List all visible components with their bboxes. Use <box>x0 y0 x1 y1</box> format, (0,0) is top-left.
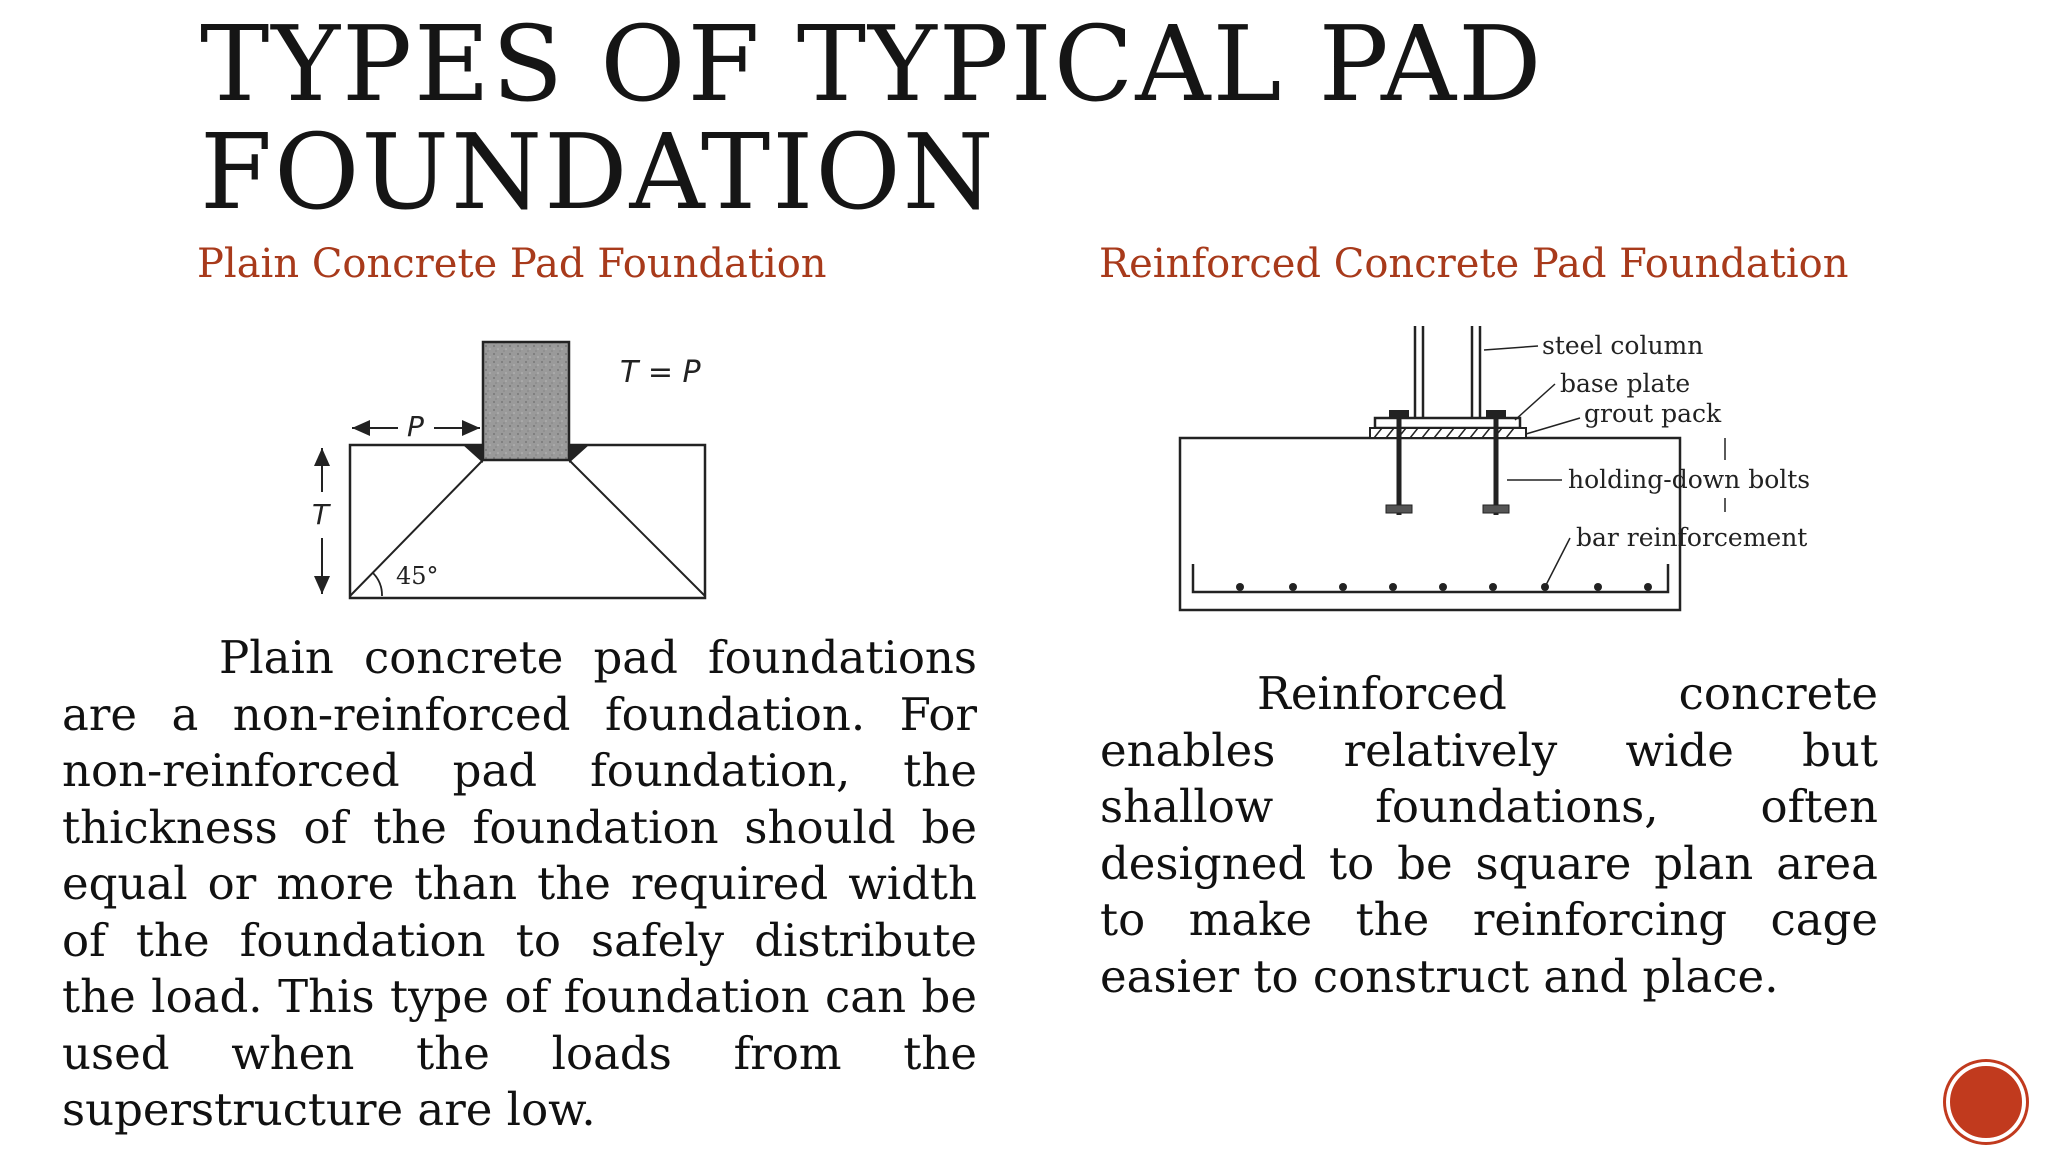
plain-pad-diagram <box>300 320 730 610</box>
reinforced-pad-heading: Reinforced Concrete Pad Foundation <box>1099 241 1849 287</box>
label-bar-reinforcement: bar reinforcement <box>1576 523 1808 552</box>
page-title <box>200 3 1900 233</box>
label-grout-pack: grout pack <box>1584 399 1722 428</box>
reinforced-pad-svg <box>1160 310 1830 630</box>
bolt-right-washer <box>1483 505 1509 513</box>
label-p: P <box>407 410 424 443</box>
circle-button-icon[interactable] <box>1946 1062 2026 1142</box>
title-line-2: FOUNDATION <box>200 111 996 233</box>
column-shape <box>483 342 569 460</box>
label-steel-column: steel column <box>1542 331 1704 360</box>
plain-pad-svg <box>300 320 730 610</box>
label-t-equals-p: T = P <box>620 355 701 390</box>
title-line-1: TYPES OF TYPICAL PAD <box>200 3 1544 125</box>
label-base-plate: base plate <box>1560 369 1691 398</box>
plain-pad-description: Plain concrete pad foundations are a non-reinforced foundation. For non-reinforced pad foundation, the thickness of the foundation should be equal or more than the required width of the foundation to safely distribute the load. This type of foundation can be used when the loads from the superstructure are low. <box>62 631 977 1136</box>
label-holding-down-bolts: holding-down bolts <box>1568 465 1811 494</box>
reinforced-pad-diagram <box>1160 310 1830 630</box>
bolt-left-washer <box>1386 505 1412 513</box>
label-t: T <box>312 498 330 531</box>
leader-base-plate <box>1515 384 1555 420</box>
reinforced-pad-description: Reinforced concrete enables relatively wide but shallow foundations, often designed to be square plan area to make the reinforcing cage easier to construct and place. <box>1100 667 1878 1003</box>
plain-pad-heading: Plain Concrete Pad Foundation <box>197 241 827 287</box>
label-angle: 45° <box>396 562 439 590</box>
leader-grout-pack <box>1526 418 1580 434</box>
bolt-left-nut <box>1389 410 1409 418</box>
bolt-right-nut <box>1486 410 1506 418</box>
leader-steel-column <box>1484 346 1538 350</box>
